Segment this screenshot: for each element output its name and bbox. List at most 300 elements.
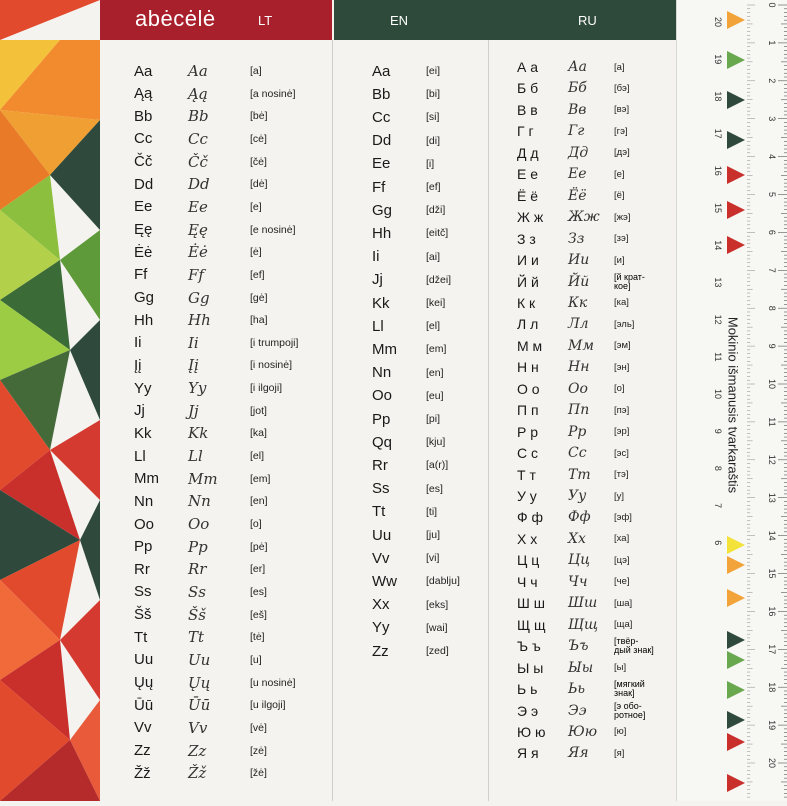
ru-pronunciation: [гэ] — [614, 125, 628, 137]
left-decoration — [0, 0, 100, 801]
en-letter: Ii — [372, 248, 380, 266]
lt-cursive: Uu — [188, 650, 211, 669]
en-letter: Dd — [372, 132, 392, 150]
en-pronunciation: [eu] — [426, 389, 444, 402]
en-letter: Gg — [372, 201, 393, 219]
en-pronunciation: [ti] — [426, 505, 438, 518]
lt-letter: Jj — [134, 402, 145, 420]
en-pronunciation: [ei] — [426, 65, 441, 77]
lt-cursive: Zz — [188, 741, 207, 760]
ruler-outer-number: 9 — [767, 343, 777, 349]
ru-letter: К к — [517, 294, 536, 311]
lt-letter: Aa — [134, 62, 153, 80]
en-letter: Bb — [372, 85, 391, 103]
en-pronunciation: [ju] — [426, 529, 441, 541]
ru-pronunciation: [и] — [614, 254, 625, 266]
en-letter: Yy — [372, 619, 390, 637]
lt-letter: Ūū — [134, 696, 154, 714]
ru-pronunciation: [ща] — [614, 619, 633, 631]
lt-letter: Šš — [134, 606, 152, 624]
lt-cursive: Ėė — [188, 243, 208, 262]
en-pronunciation: [eks] — [426, 598, 449, 611]
ru-pronunciation — [614, 637, 654, 655]
ru-cursive: Дд — [568, 144, 589, 161]
ruler-inner-number: 18 — [713, 91, 723, 102]
ru-cursive: Ёё — [568, 187, 587, 204]
lt-pronunciation: [a] — [250, 65, 262, 77]
en-pronunciation: [wai] — [426, 621, 448, 634]
en-pronunciation: [bi] — [426, 88, 441, 101]
ru-letter: Ж ж — [517, 209, 544, 226]
lt-cursive: Ee — [188, 197, 208, 216]
en-letter: Xx — [372, 596, 390, 614]
ru-pronunciation: [эр] — [614, 426, 630, 438]
ruler-outer-number: 6 — [767, 229, 777, 235]
ru-cursive: Пп — [568, 402, 590, 419]
ru-letter: З з — [517, 230, 536, 247]
logo-abecele: abėcėlė — [135, 6, 216, 31]
lt-cursive: Cc — [188, 129, 208, 148]
ru-pronunciation: [ы] — [614, 662, 627, 674]
lt-letter: Zz — [134, 742, 151, 759]
ru-cursive: Ьь — [568, 681, 586, 698]
ru-pronunciation: [о] — [614, 383, 625, 395]
ru-letter: Ы ы — [517, 659, 544, 676]
ruler-triangle — [727, 51, 745, 69]
ru-letter: Г г — [517, 123, 534, 140]
lt-cursive: Ii — [188, 333, 199, 352]
lt-cursive: Jj — [188, 401, 199, 420]
lt-cursive: Rr — [188, 560, 207, 579]
ruler-inner-number: 15 — [713, 202, 723, 214]
lt-pronunciation: [o] — [250, 518, 262, 530]
en-pronunciation: [ef] — [426, 181, 441, 193]
ru-pronunciation: [ха] — [614, 533, 630, 545]
en-letter: Ff — [372, 178, 386, 196]
ruler-outer-number: 16 — [767, 606, 777, 617]
ru-letter: Х х — [517, 530, 538, 547]
lt-pronunciation: [i ilgoji] — [250, 382, 283, 395]
ru-cursive: Мм — [568, 337, 594, 354]
ru-letter: Я я — [517, 745, 539, 762]
ru-pronunciation-line1: [й крат- — [614, 271, 645, 282]
en-pronunciation: [dži] — [426, 204, 446, 217]
lt-pronunciation: [ė] — [250, 246, 262, 259]
lt-cursive: Nn — [188, 492, 211, 511]
ru-letter: Э э — [517, 702, 539, 719]
lt-pronunciation: [tė] — [250, 631, 265, 644]
ru-letter: Б б — [517, 80, 539, 97]
en-letter: Zz — [372, 642, 389, 660]
lt-pronunciation: [bė] — [250, 110, 268, 123]
ru-pronunciation: [тэ] — [614, 469, 629, 481]
ruler-inner-number: 8 — [713, 465, 723, 471]
triangle-pattern — [0, 0, 100, 801]
ru-cursive: Сс — [568, 445, 587, 462]
ruler-triangle — [727, 556, 745, 574]
lt-cursive: Ff — [188, 265, 204, 284]
en-letter: Pp — [372, 410, 391, 428]
ru-cursive: Аа — [568, 59, 587, 75]
lt-cursive: Gg — [188, 288, 210, 307]
ruler-outer-number: 20 — [767, 757, 777, 769]
ru-letter: А а — [517, 59, 539, 75]
lt-letter: Žž — [134, 764, 151, 782]
ru-pronunciation: [эль] — [614, 318, 635, 330]
ru-cursive: Ээ — [568, 702, 587, 719]
ruler-outer-number: 0 — [767, 2, 777, 8]
ru-letter: М м — [517, 337, 543, 354]
ru-letter: С с — [517, 445, 538, 462]
lt-letter: Dd — [134, 175, 154, 193]
lt-letter: Čč — [134, 153, 153, 171]
ru-letter: Ш ш — [517, 595, 545, 612]
ru-cursive: Цц — [568, 552, 590, 569]
ru-pronunciation: [я] — [614, 747, 625, 759]
ru-pronunciation: [ю] — [614, 726, 627, 738]
lt-pronunciation: [u] — [250, 653, 262, 666]
ru-cursive: Уу — [568, 488, 587, 504]
en-pronunciation: [en] — [426, 366, 444, 379]
ru-cursive: Фф — [568, 509, 591, 526]
ru-pronunciation: [цэ] — [614, 554, 630, 566]
lt-pronunciation: [el] — [250, 450, 265, 463]
ru-letter: Ъ ъ — [517, 638, 541, 655]
ruler-inner-number: 10 — [713, 388, 723, 400]
ruler-triangle — [727, 166, 745, 184]
ruler-outer-number: 15 — [767, 568, 777, 579]
lt-pronunciation: [i trumpoji] — [250, 336, 299, 349]
lt-letter: Ii — [134, 334, 142, 352]
en-pronunciation: [a(r)] — [426, 459, 449, 472]
column-heading-en: EN — [390, 13, 409, 28]
en-pronunciation: [pi] — [426, 413, 441, 425]
en-letter: Ww — [372, 572, 397, 590]
ru-pronunciation-line1: [мягкий — [614, 679, 645, 690]
lt-cursive: Tt — [188, 628, 205, 647]
lt-pronunciation: [e nosinė] — [250, 223, 296, 236]
lt-pronunciation: [žė] — [250, 767, 267, 780]
ruler-triangle — [727, 201, 745, 219]
lt-letter: Ąą — [134, 85, 153, 103]
ru-letter: Ц ц — [517, 552, 540, 569]
lt-cursive: Čč — [188, 152, 208, 171]
ruler-outer-number: 1 — [767, 40, 777, 46]
en-pronunciation: [ai] — [426, 250, 441, 263]
lt-letter: Rr — [134, 560, 150, 578]
en-letter: Uu — [372, 526, 392, 544]
ru-pronunciation: [е] — [614, 168, 625, 180]
ruler-inner-number: 17 — [713, 128, 723, 139]
ru-letter: И и — [517, 252, 539, 269]
ruler-inner-number: 11 — [713, 352, 723, 362]
ru-pronunciation: [пэ] — [614, 404, 630, 416]
ruler-outer-number: 10 — [767, 378, 777, 390]
ru-cursive: Ыы — [568, 659, 594, 676]
lt-pronunciation: [cė] — [250, 132, 267, 145]
lt-letter: Uu — [134, 651, 154, 669]
ruler-inner-number: 7 — [713, 503, 723, 509]
ruler-triangle — [727, 651, 745, 669]
ruler-outer-number: 4 — [767, 154, 777, 160]
ruler-inner-number: 20 — [713, 16, 723, 28]
en-letter: Oo — [372, 387, 393, 405]
ruler-outer-number: 17 — [767, 644, 777, 655]
ruler-outer-number: 14 — [767, 530, 777, 541]
lt-pronunciation: [ef] — [250, 268, 265, 281]
ru-cursive: Шш — [568, 595, 598, 612]
ru-cursive: Хх — [568, 530, 586, 547]
ru-cursive: Рр — [568, 423, 587, 440]
lt-pronunciation: [a nosinė] — [250, 87, 296, 100]
ru-cursive: Кк — [568, 294, 588, 311]
ru-cursive: Нн — [568, 359, 590, 376]
ru-cursive: Ее — [568, 166, 587, 183]
ru-cursive: Ии — [568, 252, 590, 269]
ruler-outer-number: 2 — [767, 78, 777, 84]
ru-letter: П п — [517, 402, 539, 419]
ruler-triangle — [727, 631, 745, 649]
ru-letter: У у — [517, 488, 537, 504]
lt-pronunciation: [u nosinė] — [250, 676, 296, 689]
lt-letter: Yy — [134, 379, 152, 397]
ru-pronunciation: [жэ] — [614, 211, 631, 223]
ruler-inner-number: 6 — [713, 540, 723, 546]
ru-letter: Ч ч — [517, 573, 538, 590]
en-letter: Jj — [372, 271, 383, 289]
ru-cursive: Юю — [568, 723, 598, 740]
ruler-outer-number: 3 — [767, 116, 777, 122]
lt-letter: Ff — [134, 266, 148, 284]
lt-cursive: Ęę — [188, 220, 208, 239]
lt-cursive: Yy — [188, 379, 207, 398]
lt-letter: Gg — [134, 289, 155, 306]
ruler-triangle — [727, 681, 745, 699]
ru-cursive: Гг — [568, 123, 585, 140]
lt-cursive: Kk — [188, 424, 209, 443]
ru-cursive: Йй — [568, 273, 590, 290]
ru-pronunciation: [ша] — [614, 597, 633, 609]
ruler-triangle — [727, 236, 745, 254]
en-letter: Aa — [372, 62, 391, 80]
lt-letter: Ęę — [134, 221, 153, 239]
ru-pronunciation: [вэ] — [614, 104, 630, 116]
ru-letter: Ё ё — [517, 187, 539, 204]
ru-cursive: Щщ — [568, 616, 598, 633]
lt-pronunciation: [e] — [250, 200, 262, 213]
ruler-outer-number: 19 — [767, 720, 777, 731]
ru-pronunciation: [бэ] — [614, 82, 630, 94]
ruler-inner-number: 13 — [713, 277, 723, 288]
en-letter: Rr — [372, 456, 388, 474]
lt-cursive: Oo — [188, 515, 210, 533]
ru-letter: Щ щ — [517, 616, 546, 633]
ru-letter: Т т — [517, 466, 536, 483]
ru-letter: Ф ф — [517, 509, 544, 526]
lt-letter: Įį — [134, 356, 142, 374]
lt-pronunciation: [jot] — [250, 404, 267, 417]
lt-cursive: Pp — [188, 537, 208, 556]
ru-pronunciation: [зэ] — [614, 233, 629, 245]
ru-cursive: Чч — [568, 573, 588, 590]
ruler-outer-number: 5 — [767, 191, 777, 198]
lt-letter: Nn — [134, 492, 154, 510]
en-letter: Qq — [372, 433, 393, 451]
ru-cursive: Оо — [568, 380, 588, 397]
lt-pronunciation: [ka] — [250, 427, 267, 440]
lt-pronunciation: [en] — [250, 495, 268, 508]
header-en-ru-band — [334, 0, 676, 40]
en-letter: Nn — [372, 364, 392, 382]
en-pronunciation: [zed] — [426, 645, 449, 657]
ru-pronunciation — [614, 273, 645, 291]
ru-pronunciation — [614, 680, 645, 698]
ruler-outer-number: 13 — [767, 492, 777, 503]
ru-cursive: Бб — [568, 80, 587, 97]
lt-pronunciation: [gė] — [250, 291, 268, 304]
ruler-inner-number: 19 — [713, 54, 723, 65]
ruler-outer-number: 7 — [767, 267, 777, 273]
ruler-triangle — [727, 11, 745, 29]
lt-pronunciation: [es] — [250, 585, 267, 598]
ruler-outer-number: 18 — [767, 682, 777, 693]
ruler-outer-number: 12 — [767, 454, 777, 465]
divider-en-ru — [488, 40, 489, 801]
en-pronunciation: [dablju] — [426, 575, 460, 588]
lt-cursive: Mm — [188, 469, 218, 488]
en-pronunciation: [džei] — [426, 273, 452, 286]
lt-cursive: Ąą — [188, 84, 208, 103]
ru-pronunciation: [ё] — [614, 190, 625, 202]
lt-cursive: Įį — [188, 356, 199, 375]
ruler-inner-number: 14 — [713, 240, 723, 251]
ru-letter: Е е — [517, 166, 539, 183]
ru-pronunciation: [эн] — [614, 361, 630, 373]
ru-letter: О о — [517, 380, 540, 397]
lt-letter: Ll — [134, 447, 146, 465]
column-heading-ru: RU — [578, 13, 597, 28]
en-letter: Vv — [372, 549, 390, 567]
lt-pronunciation: [em] — [250, 472, 271, 485]
ru-pronunciation-line2: дый знак] — [614, 645, 654, 656]
lt-letter: Ss — [134, 583, 152, 601]
lt-pronunciation: [ha] — [250, 314, 268, 327]
column-heading-lt: LT — [258, 13, 273, 28]
ruler-triangle — [727, 536, 745, 554]
ruler-triangle — [727, 131, 745, 149]
en-pronunciation: [di] — [426, 134, 441, 147]
lt-letter: Bb — [134, 107, 153, 125]
lt-pronunciation: [i nosinė] — [250, 359, 293, 372]
en-letter: Mm — [372, 340, 397, 358]
ru-pronunciation-line2: знак] — [614, 688, 635, 699]
lt-pronunciation: [u ilgoji] — [250, 699, 286, 712]
ru-cursive: Ъъ — [568, 638, 589, 655]
en-letter: Ee — [372, 155, 391, 173]
lt-cursive: Ūū — [188, 696, 211, 715]
ru-cursive: Вв — [568, 101, 587, 118]
ru-letter: Й й — [517, 273, 539, 290]
lt-cursive: Ųų — [188, 673, 211, 692]
en-pronunciation: [es] — [426, 482, 443, 495]
ru-letter: Р р — [517, 423, 539, 440]
ru-pronunciation: [че] — [614, 576, 630, 588]
lt-cursive: Ll — [188, 447, 203, 466]
ruler-triangle — [727, 733, 745, 751]
lt-letter: Mm — [134, 470, 159, 488]
lt-cursive: Vv — [188, 718, 208, 737]
en-letter: Ss — [372, 480, 390, 498]
ru-letter: Ю ю — [517, 723, 546, 740]
ru-pronunciation — [614, 702, 645, 720]
ru-cursive: Яя — [568, 745, 589, 762]
ru-cursive: Лл — [568, 316, 589, 333]
lt-letter: Ųų — [134, 674, 154, 692]
ru-cursive: Зз — [568, 230, 585, 247]
lt-letter: Vv — [134, 719, 152, 737]
en-pronunciation: [i] — [426, 157, 435, 170]
ru-cursive: Жж — [568, 209, 600, 226]
ru-pronunciation: [эм] — [614, 340, 631, 352]
ruler-triangle — [727, 91, 745, 109]
ru-pronunciation-line2: ротное] — [614, 709, 646, 720]
lt-pronunciation: [pė] — [250, 540, 268, 553]
en-letter: Tt — [372, 503, 386, 521]
lt-cursive: Ss — [188, 582, 206, 601]
lt-pronunciation: [er] — [250, 563, 266, 576]
lt-letter: Tt — [134, 628, 148, 646]
ruler-triangle — [727, 589, 745, 607]
ru-letter: Л л — [517, 316, 539, 333]
ruler-triangle — [727, 774, 745, 792]
lt-letter: Ėė — [134, 243, 153, 261]
lt-cursive: Šš — [188, 605, 206, 624]
lt-pronunciation: [čė] — [250, 155, 267, 168]
ru-pronunciation-line2: кое] — [614, 280, 631, 291]
ru-pronunciation: [эс] — [614, 447, 629, 459]
ruler-inner-number: 16 — [713, 165, 723, 176]
lt-cursive: Dd — [188, 175, 210, 194]
ru-letter: В в — [517, 101, 538, 118]
en-pronunciation: [vi] — [426, 552, 440, 565]
lt-letter: Hh — [134, 311, 154, 329]
lt-letter: Ee — [134, 198, 153, 216]
ru-pronunciation: [эф] — [614, 511, 632, 523]
en-pronunciation: [em] — [426, 343, 447, 356]
lt-letter: Oo — [134, 515, 155, 533]
en-pronunciation: [eitč] — [426, 227, 449, 240]
ruler-title: Mokinio išmanusis tvarkaraštis — [725, 316, 741, 494]
divider-lt-en — [332, 40, 333, 801]
lt-cursive: Hh — [188, 311, 211, 330]
en-pronunciation: [kju] — [426, 436, 446, 449]
en-letter: Kk — [372, 294, 390, 312]
en-pronunciation: [kei] — [426, 297, 446, 309]
lt-pronunciation: [vė] — [250, 721, 267, 734]
lt-letter: Cc — [134, 130, 153, 148]
ru-letter: Н н — [517, 359, 539, 376]
ru-pronunciation-line1: [твёр- — [614, 636, 639, 647]
ru-letter: Д д — [517, 144, 539, 161]
en-pronunciation: [el] — [426, 320, 441, 333]
lt-cursive: Aa — [188, 62, 208, 80]
ru-pronunciation-line1: [э обо- — [614, 700, 642, 711]
en-letter: Ll — [372, 317, 384, 335]
ru-cursive: Тт — [568, 466, 591, 483]
en-pronunciation: [si] — [426, 111, 440, 124]
ru-pronunciation: [у] — [614, 490, 625, 502]
en-letter: Cc — [372, 108, 391, 126]
